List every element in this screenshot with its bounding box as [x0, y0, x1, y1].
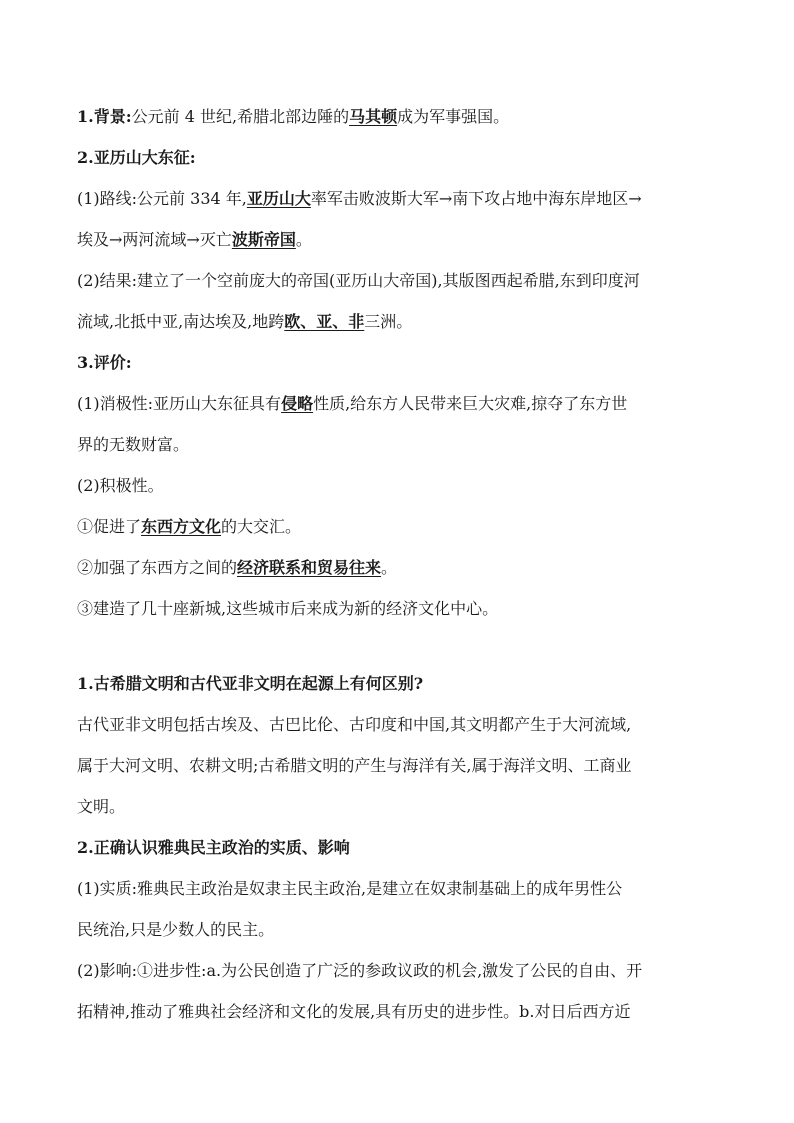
- text: ②加强了东西方之间的: [77, 558, 238, 577]
- route-line-1: [77, 182, 727, 223]
- impact-line-2: 拓精神,推动了雅典社会经济和文化的发展,具有历史的进步性。b.对日后西方近: [77, 1002, 631, 1021]
- text: (1)消极性:亚历山大东征具有: [77, 394, 282, 413]
- answer-line-2: 属于大河文明、农耕文明;古希腊文明的产生与海洋有关,属于海洋文明、工商业: [77, 756, 632, 775]
- text: 性质,给东方人民带来巨大灾难,掠夺了东方世: [313, 394, 628, 413]
- positive-item-1: [77, 510, 727, 551]
- text: 成为军事强国。: [397, 107, 510, 126]
- essence-line-2: 民统治,只是少数人的民主。: [77, 920, 275, 939]
- keyword-macedon: 马其顿: [349, 107, 398, 126]
- background-paragraph: [77, 100, 727, 141]
- section-heading-conquest: 2.亚历山大东征:: [77, 148, 196, 167]
- answer-line-3: 文明。: [77, 797, 126, 816]
- text: 的大交汇。: [221, 517, 302, 536]
- text: 率军击败波斯大军→南下攻占地中海东岸地区→: [310, 189, 642, 208]
- keyword-persian-empire: 波斯帝国: [231, 230, 296, 249]
- text: ①促进了: [77, 517, 142, 536]
- text: 。: [295, 230, 312, 249]
- text: (1)路线:公元前 334 年,: [77, 189, 247, 208]
- text: 三洲。: [364, 312, 413, 331]
- positive-title: (2)积极性。: [77, 476, 164, 495]
- positive-item-3: ③建造了几十座新城,这些城市后来成为新的经济文化中心。: [77, 599, 499, 618]
- negative-line-2: 界的无数财富。: [77, 435, 190, 454]
- negative-line-1: [77, 387, 727, 428]
- text: 。: [381, 558, 398, 577]
- keyword-culture: 东西方文化: [141, 517, 222, 536]
- text: 公元前 4 世纪,希腊北部边陲的: [131, 107, 350, 126]
- section-spacer: [77, 633, 727, 667]
- keyword-continents: 欧、亚、非: [284, 312, 365, 331]
- keyword-trade: 经济联系和贸易往来: [237, 558, 382, 577]
- result-line-2: [77, 305, 727, 346]
- result-line-1: (2)结果:建立了一个空前庞大的帝国(亚历山大帝国),其版图西起希腊,东到印度河: [77, 271, 640, 290]
- positive-item-2: [77, 551, 727, 592]
- section-heading-evaluation: 3.评价:: [77, 353, 132, 372]
- keyword-aggression: 侵略: [281, 394, 314, 413]
- route-line-2: [77, 223, 727, 264]
- section-heading-background: 1.背景:: [77, 107, 132, 126]
- text: 流域,北抵中亚,南达埃及,地跨: [77, 312, 285, 331]
- text: 埃及→两河流域→灭亡: [77, 230, 232, 249]
- document-body: [77, 100, 727, 1036]
- impact-line-1: (2)影响:①进步性:a.为公民创造了广泛的参政议政的机会,激发了公民的自由、开: [77, 961, 643, 980]
- keyword-alexander: 亚历山大: [246, 189, 311, 208]
- essence-line-1: (1)实质:雅典民主政治是奴隶主民主政治,是建立在奴隶制基础上的成年男性公: [77, 879, 623, 898]
- question-heading-democracy: 2.正确认识雅典民主政治的实质、影响: [77, 838, 350, 857]
- answer-line-1: 古代亚非文明包括古埃及、古巴比伦、古印度和中国,其文明都产生于大河流域,: [77, 715, 632, 734]
- question-heading-origins: 1.古希腊文明和古代亚非文明在起源上有何区别?: [77, 674, 424, 693]
